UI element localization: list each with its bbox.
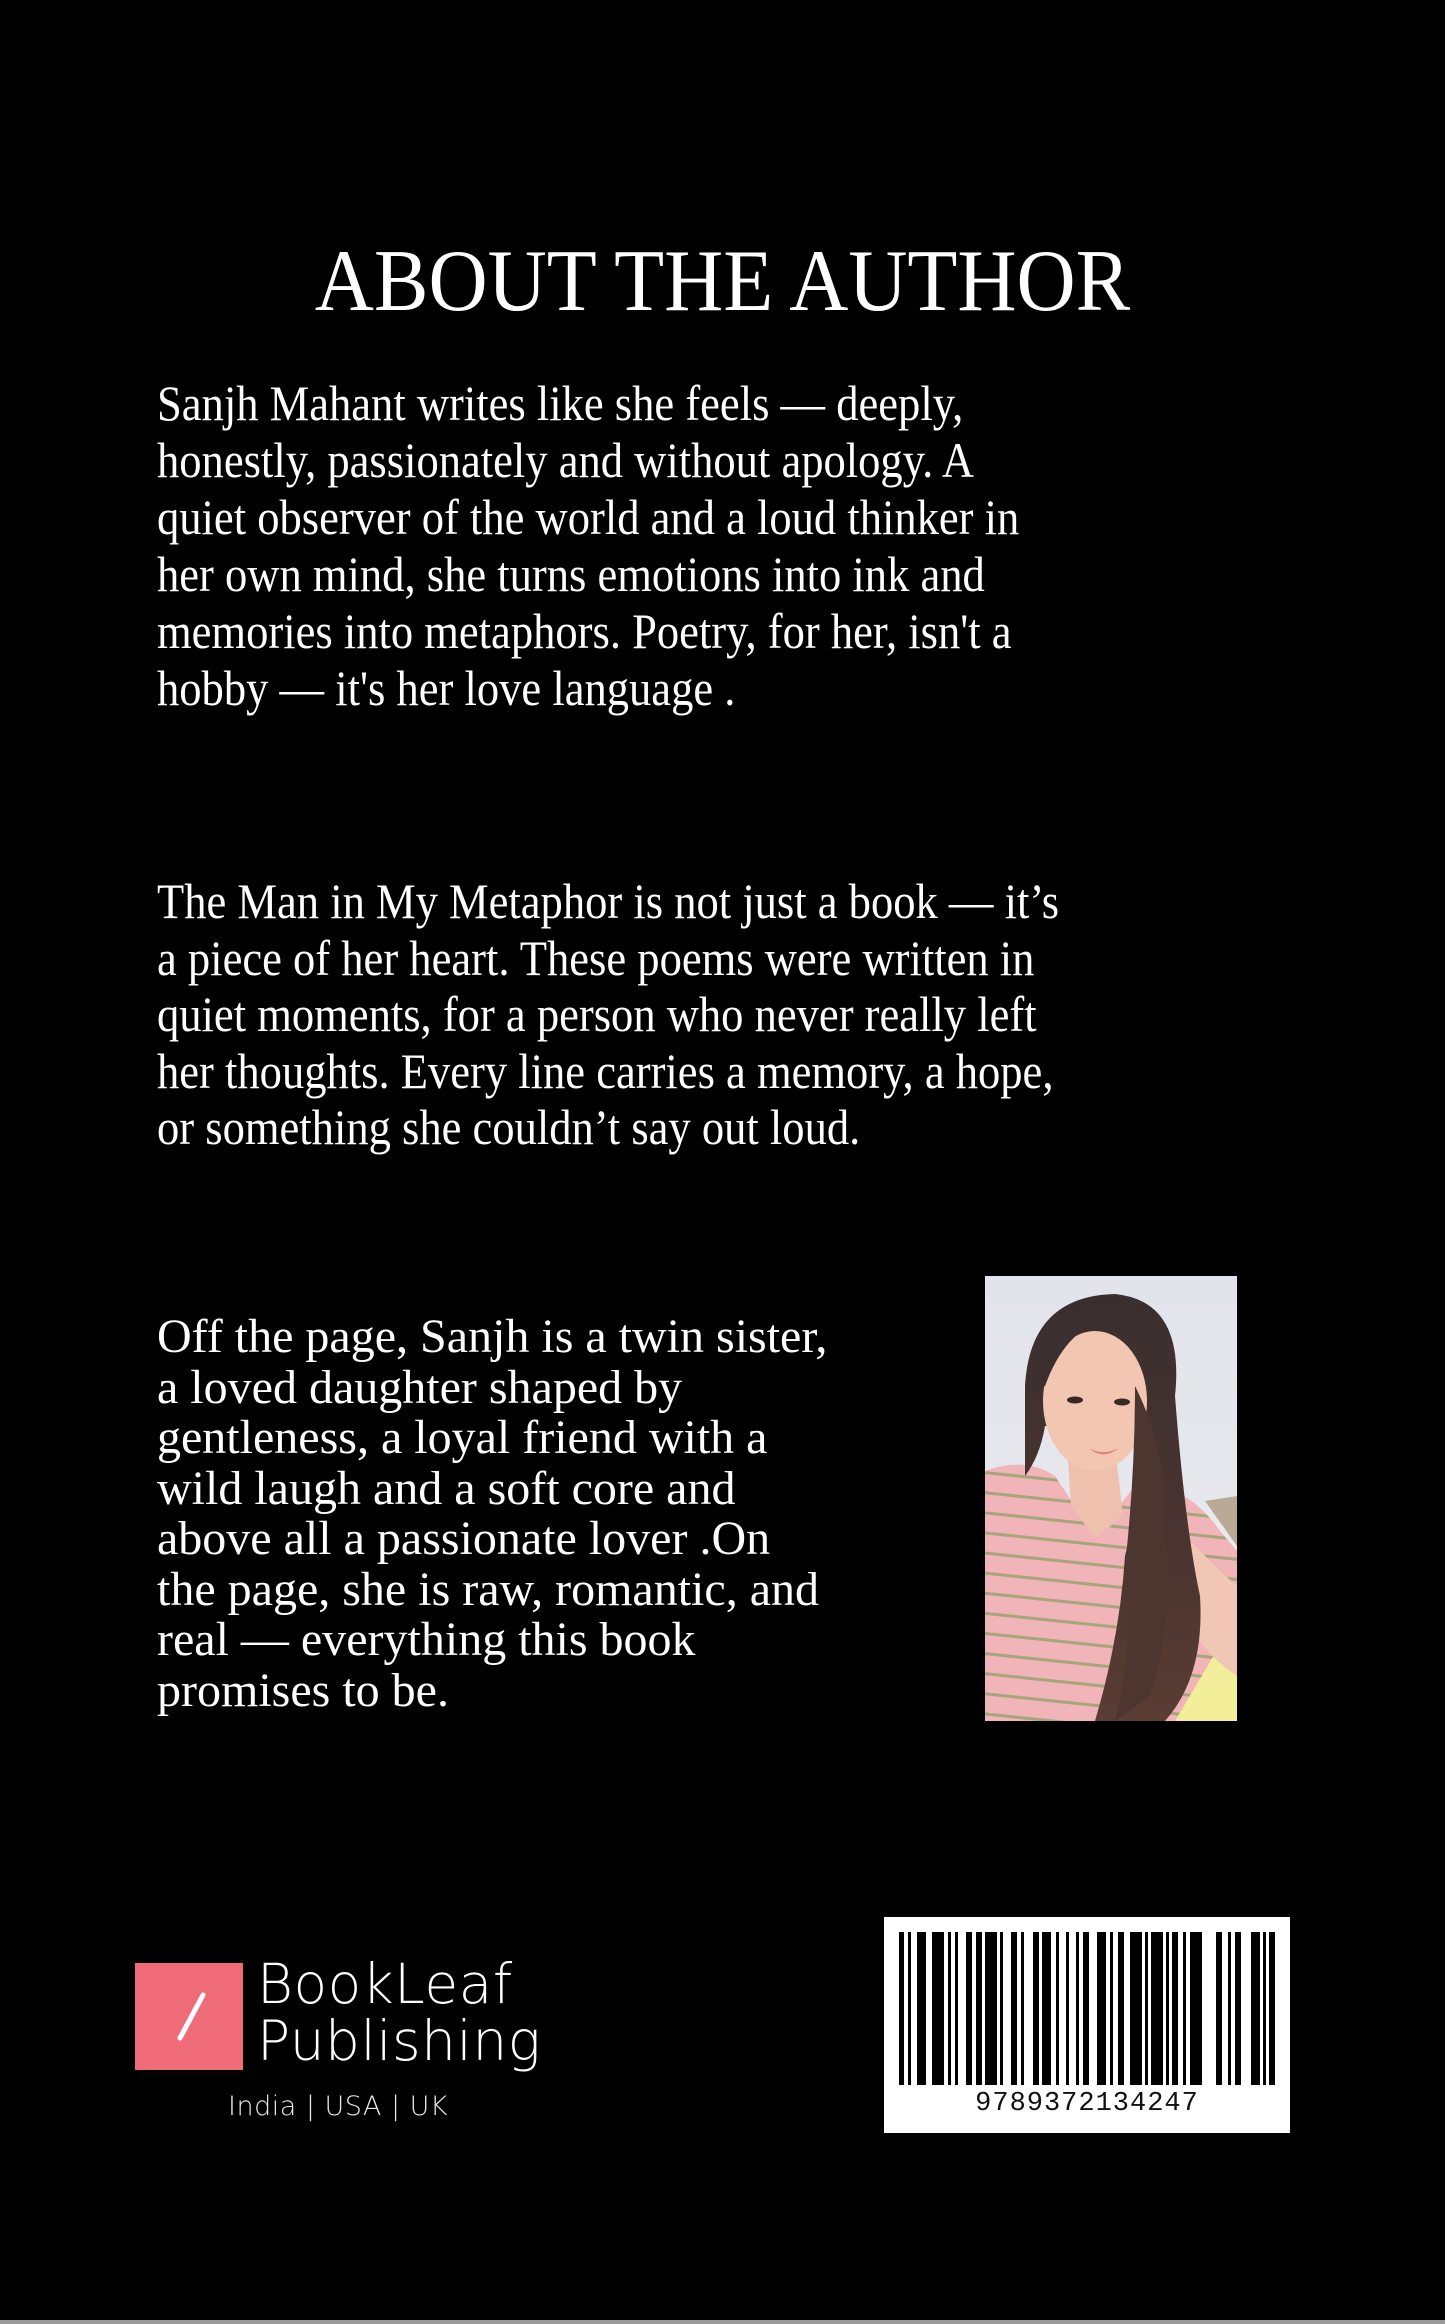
text-line: real — everything this book [157,1613,696,1666]
text-line: gentleness, a loyal friend with a [157,1411,768,1464]
text-line: a piece of her heart. These poems were written in [157,930,1035,986]
text-line: or something she couldn’t say out loud. [157,1100,861,1155]
publisher-name [257,1952,542,2073]
page-title: ABOUT THE AUTHOR [314,233,1131,330]
text-line: quiet observer of the world and a loud thinker in [157,490,1020,545]
text-line: Off the page, Sanjh is a twin sister, [157,1310,828,1363]
bottom-edge-divider [0,2320,1445,2324]
text-line: honestly, passionately and without apology. A [157,433,975,488]
isbn-barcode [884,1917,1290,2133]
slash-icon [135,1963,243,2070]
author-bio-paragraph-1 [157,375,1019,717]
isbn-number: 9789372134247 [975,2089,1199,2119]
publisher-logo [135,1963,243,2070]
text-line: her own mind, she turns emotions into ink and [157,547,985,602]
barcode-bars-icon [899,1932,1275,2085]
publisher-name-line-2: Publishing [257,2009,542,2073]
text-line: memories into metaphors. Poetry, for her, isn't a [157,604,1012,659]
text-line: a loved daughter shaped by [157,1360,683,1414]
author-photo [985,1276,1237,1721]
text-line: her thoughts. Every line carries a memory, a hope, [157,1043,1054,1099]
text-line: promises to be. [157,1663,449,1717]
text-line: hobby — it's her love language . [157,661,736,716]
portrait-image [985,1276,1237,1721]
text-line: above all a passionate lover .On [157,1512,771,1565]
publisher-name-line-1: BookLeaf [257,1952,513,2016]
text-line: the page, she is raw, romantic, and [157,1562,819,1616]
text-line: Sanjh Mahant writes like she feels — deeply, [157,376,964,431]
text-line: quiet moments, for a person who never really left [157,987,1037,1042]
author-bio-paragraph-3 [157,1312,827,1716]
text-line: wild laugh and a soft core and [157,1461,736,1515]
text-line: The Man in My Metaphor is not just a book — it’s [157,874,1060,929]
author-bio-paragraph-2 [157,874,1059,1157]
publisher-regions: India | USA | UK [228,2091,449,2122]
